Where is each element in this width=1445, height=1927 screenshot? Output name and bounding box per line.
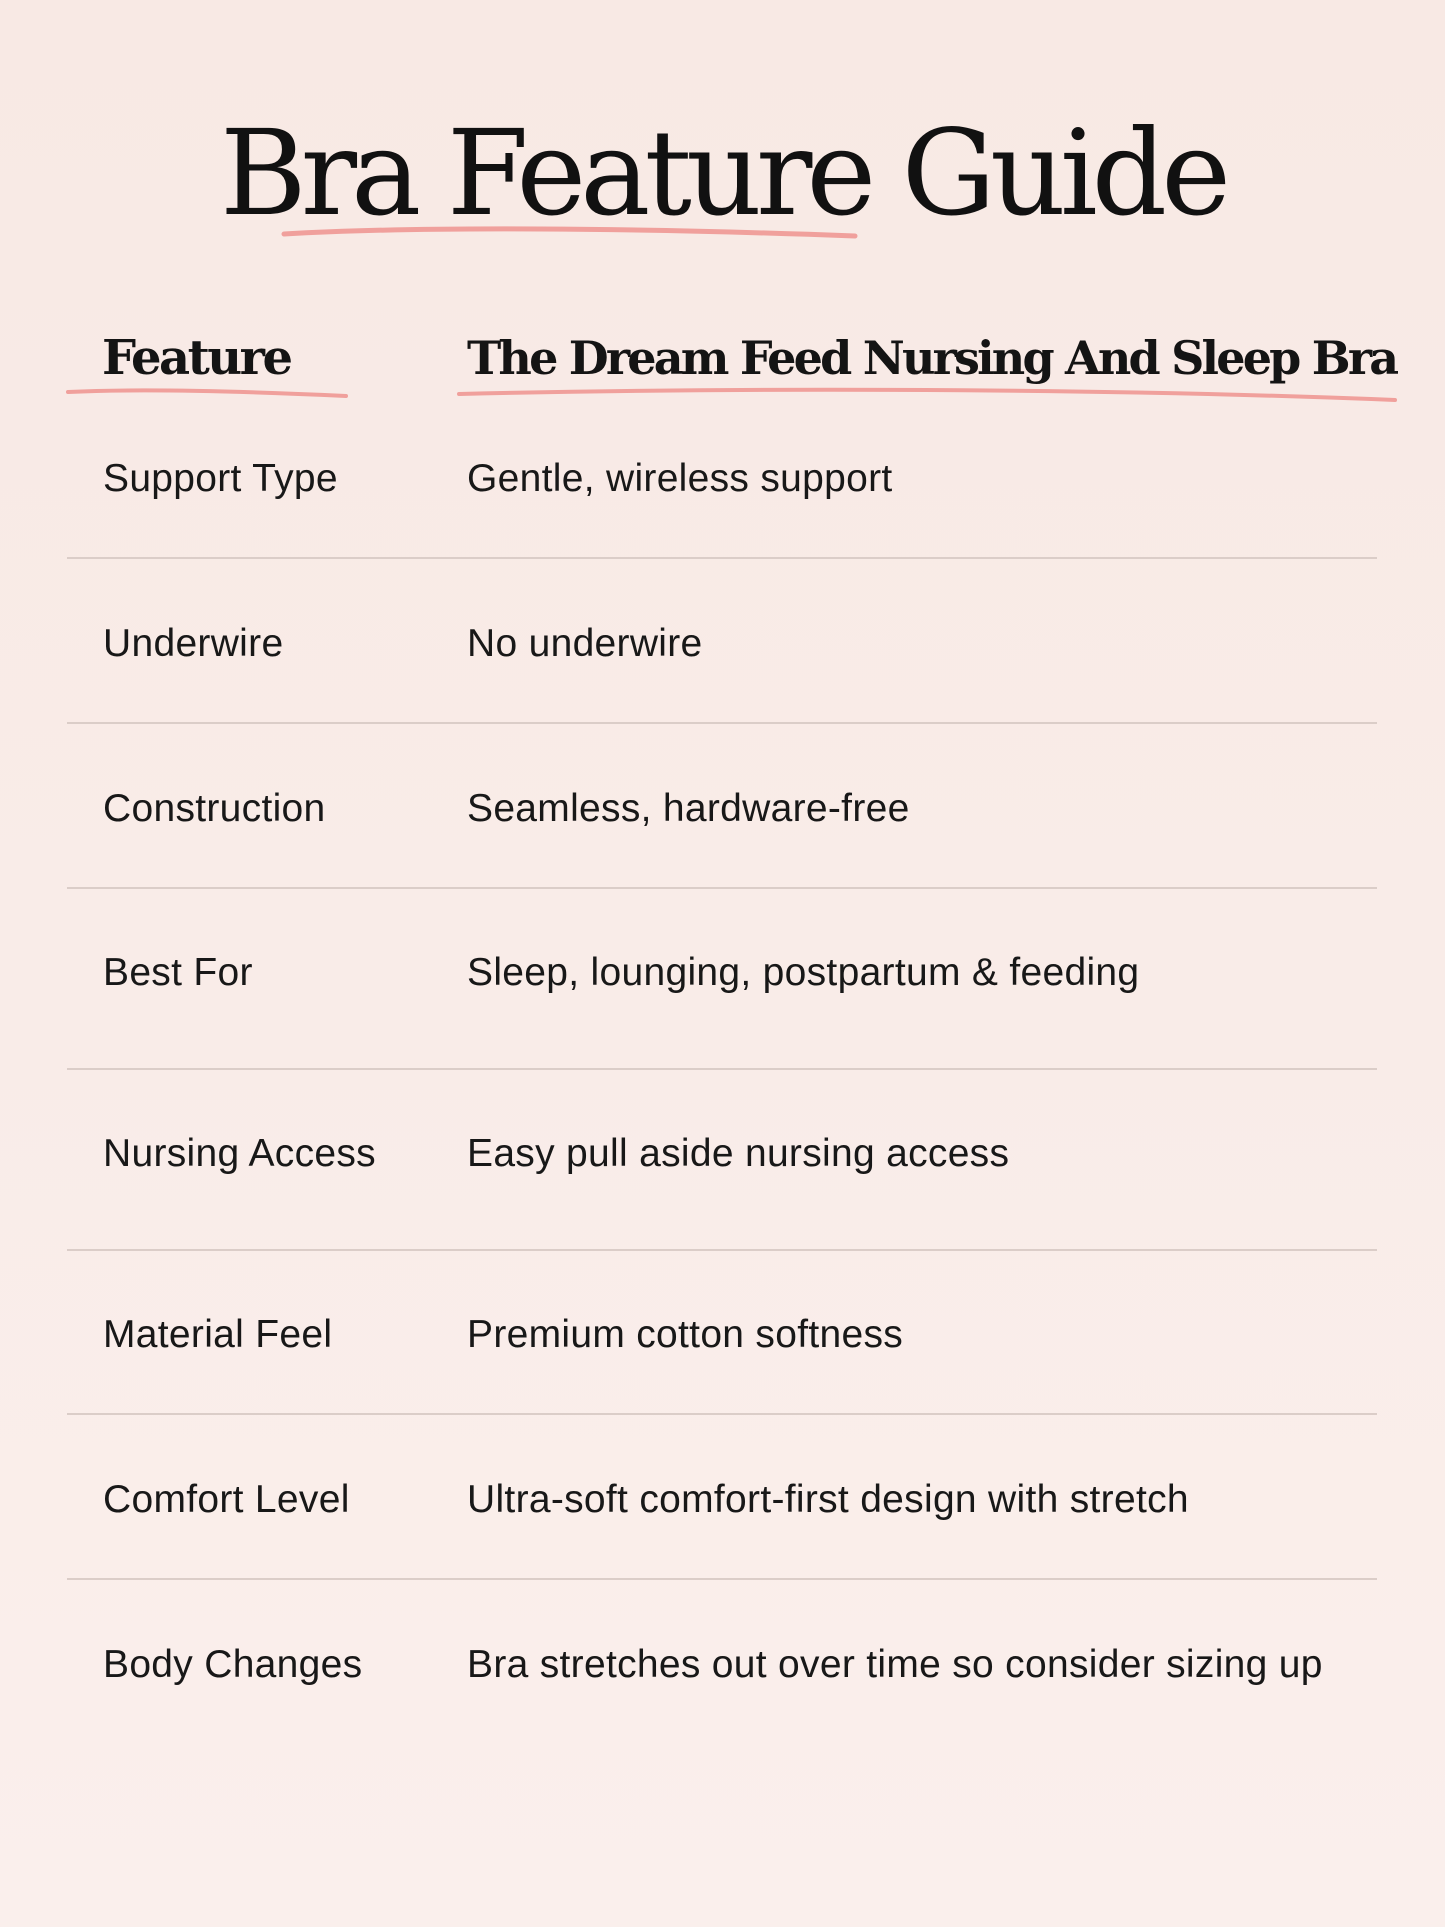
- row-divider: [67, 1068, 1377, 1070]
- row-label: Construction: [103, 787, 326, 830]
- row-value: Seamless, hardware-free: [467, 787, 910, 830]
- row-label: Nursing Access: [103, 1132, 376, 1175]
- row-value: Bra stretches out over time so consider sizing up: [467, 1643, 1323, 1686]
- row-divider: [67, 1413, 1377, 1415]
- row-value: Easy pull aside nursing access: [467, 1132, 1010, 1175]
- row-label: Support Type: [103, 457, 338, 500]
- row-label: Best For: [103, 951, 253, 994]
- page-title: Bra Feature Guide: [219, 104, 1226, 242]
- row-divider: [67, 557, 1377, 559]
- row-value: No underwire: [467, 622, 703, 665]
- column-header-product: The Dream Feed Nursing And Sleep Bra: [467, 331, 1397, 385]
- row-label: Comfort Level: [103, 1478, 350, 1521]
- row-label: Underwire: [103, 622, 284, 665]
- row-divider: [67, 1249, 1377, 1251]
- row-value: Premium cotton softness: [467, 1313, 904, 1356]
- row-value: Sleep, lounging, postpartum & feeding: [467, 951, 1140, 994]
- row-value: Gentle, wireless support: [467, 457, 893, 500]
- row-value: Ultra-soft comfort-first design with stretch: [467, 1478, 1189, 1521]
- row-divider: [67, 887, 1377, 889]
- row-divider: [67, 1578, 1377, 1580]
- column-header-feature: Feature: [102, 330, 291, 386]
- row-divider: [67, 722, 1377, 724]
- row-label: Body Changes: [103, 1643, 363, 1686]
- row-label: Material Feel: [103, 1313, 333, 1356]
